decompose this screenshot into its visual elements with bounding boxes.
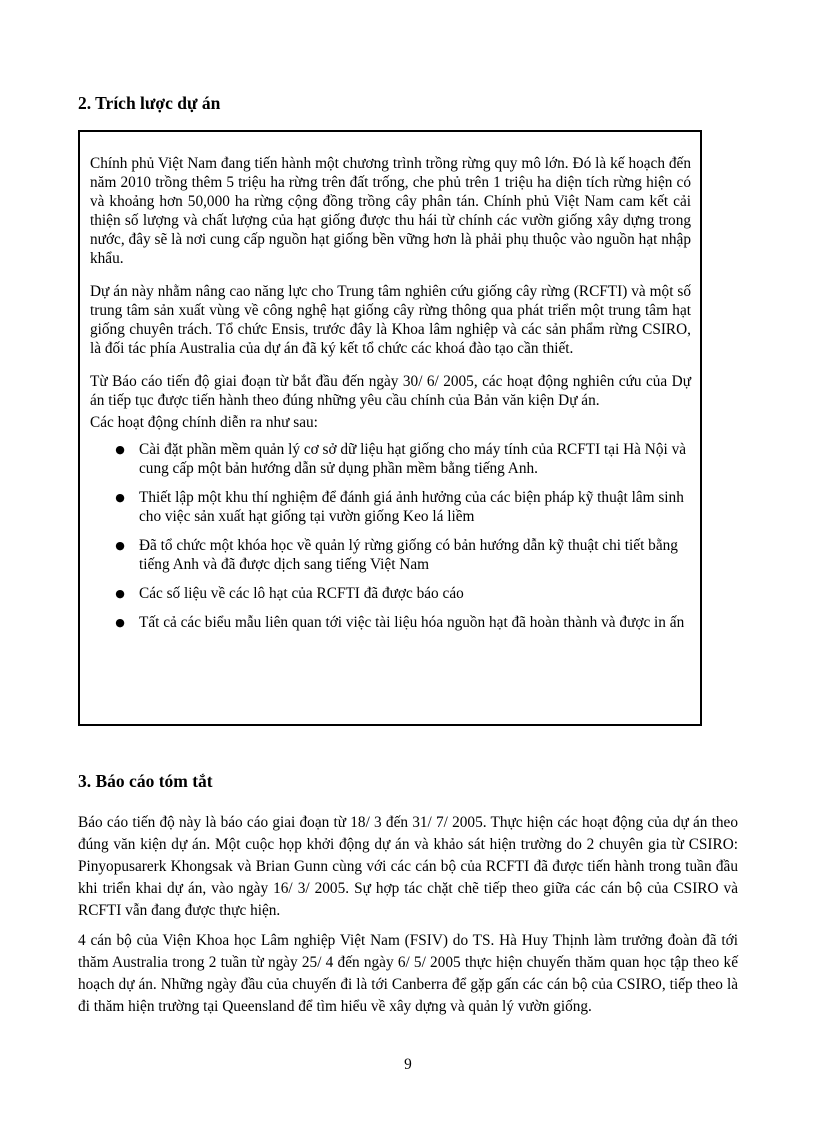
list-item-text: Đã tổ chức một khóa học về quản lý rừng giống có bản hướng dẫn kỹ thuật chi tiết bằng tiếng Anh và đã được dịch sang tiếng Việt Nam [139, 537, 678, 573]
list-item-text: Thiết lập một khu thí nghiệm để đánh giá ảnh hưởng của các biện pháp kỹ thuật lâm sinh cho việc sản xuất hạt giống tại vườn giống Keo lá liềm [139, 489, 684, 525]
bullet-icon: ● [115, 539, 125, 552]
summary-body [78, 812, 738, 1018]
extract-paragraph: Chính phủ Việt Nam đang tiến hành một chương trình trồng rừng quy mô lớn. Đó là kế hoạch đến năm 2010 trồng thêm 5 triệu ha rừng trên đất trống, che phủ trên 1 triệu ha diện tích rừng hiện có và khoảng hơn 50,000 ha rừng cộng đồng trồng cây phân tán. Chính phủ Việt Nam cam kết cải thiện số lượng và chất lượng của hạt giống được thu hái từ chính các vườn giống xây dựng trong nước, đây sẽ là nơi cung cấp nguồn hạt giống bền vững hơn là phải phụ thuộc vào nguồn hạt nhập khẩu. [90, 155, 691, 267]
list-item-text: Cài đặt phần mềm quản lý cơ sở dữ liệu hạt giống cho máy tính của RCFTI tại Hà Nội và cung cấp một bản hướng dẫn sử dụng phần mềm bằng tiếng Anh. [139, 441, 687, 477]
extract-paragraph: Dự án này nhằm nâng cao năng lực cho Trung tâm nghiên cứu giống cây rừng (RCFTI) và một số trung tâm sản xuất vùng về công nghệ hạt giống cây rừng thông qua phát triển một trung tâm hạt giống chuyên trách. Tổ chức Ensis, trước đây là Khoa lâm nghiệp và các sản phẩm rừng CSIRO, là đối tác phía Australia của dự án đã ký kết tổ chức các khoá đào tạo cần thiết. [90, 283, 691, 357]
list-item [115, 584, 691, 603]
summary-paragraph: Báo cáo tiến độ này là báo cáo giai đoạn từ 18/ 3 đến 31/ 7/ 2005. Thực hiện các hoạt động của dự án theo đúng văn kiện dự án. Một cuộc họp khởi động dự án và khảo sát hiện trường do 2 chuyên gia từ CSIRO: Pinyopusarerk Khongsak và Brian Gunn cùng với các cán bộ của RCFTI đã được tiến hành trong tuần đầu khi triển khai dự án, vào ngày 16/ 3/ 2005. Sự hợp tác chặt chẽ tiếp theo giữa các cán bộ của CSIRO và RCFTI vẫn đang được thực hiện. [78, 814, 738, 919]
list-item [115, 488, 691, 526]
page-number: 9 [404, 1056, 412, 1073]
list-item [115, 440, 691, 478]
section-heading-project-extract: 2. Trích lược dự án [78, 93, 221, 113]
bullet-icon: ● [115, 443, 125, 456]
activities-intro: Các hoạt động chính diễn ra như sau: [90, 414, 318, 431]
summary-paragraph: 4 cán bộ của Viện Khoa học Lâm nghiệp Việt Nam (FSIV) do TS. Hà Huy Thịnh làm trưởng đoàn đã tới thăm Australia trong 2 tuần từ ngày 25/ 4 đến ngày 6/ 5/ 2005 thực hiện chuyến thăm quan học tập theo kế hoạch dự án. Những ngày đầu của chuyến đi là tới Canberra để gặp gấn các cán bộ của CSIRO, tiếp theo là đi thăm hiện trường tại Queensland để tìm hiểu về xây dựng và quản lý vườn giống. [78, 932, 738, 1015]
list-item [115, 536, 691, 574]
bullet-icon: ● [115, 491, 125, 504]
list-item [115, 613, 691, 632]
project-extract-box [78, 130, 702, 726]
list-item-text: Tất cả các biểu mẫu liên quan tới việc tài liệu hóa nguồn hạt đã hoàn thành và được in ấn [139, 614, 685, 631]
bullet-icon: ● [115, 587, 125, 600]
bullet-icon: ● [115, 616, 125, 629]
list-item-text: Các số liệu về các lô hạt của RCFTI đã được báo cáo [139, 585, 464, 602]
activities-list [90, 440, 691, 632]
extract-paragraph: Từ Báo cáo tiến độ giai đoạn từ bắt đầu đến ngày 30/ 6/ 2005, các hoạt động nghiên cứu của Dự án tiếp tục được tiến hành theo đúng những yêu cầu chính của Bản văn kiện Dự án. [90, 373, 691, 409]
section-heading-summary-report: 3. Báo cáo tóm tắt [78, 771, 213, 791]
